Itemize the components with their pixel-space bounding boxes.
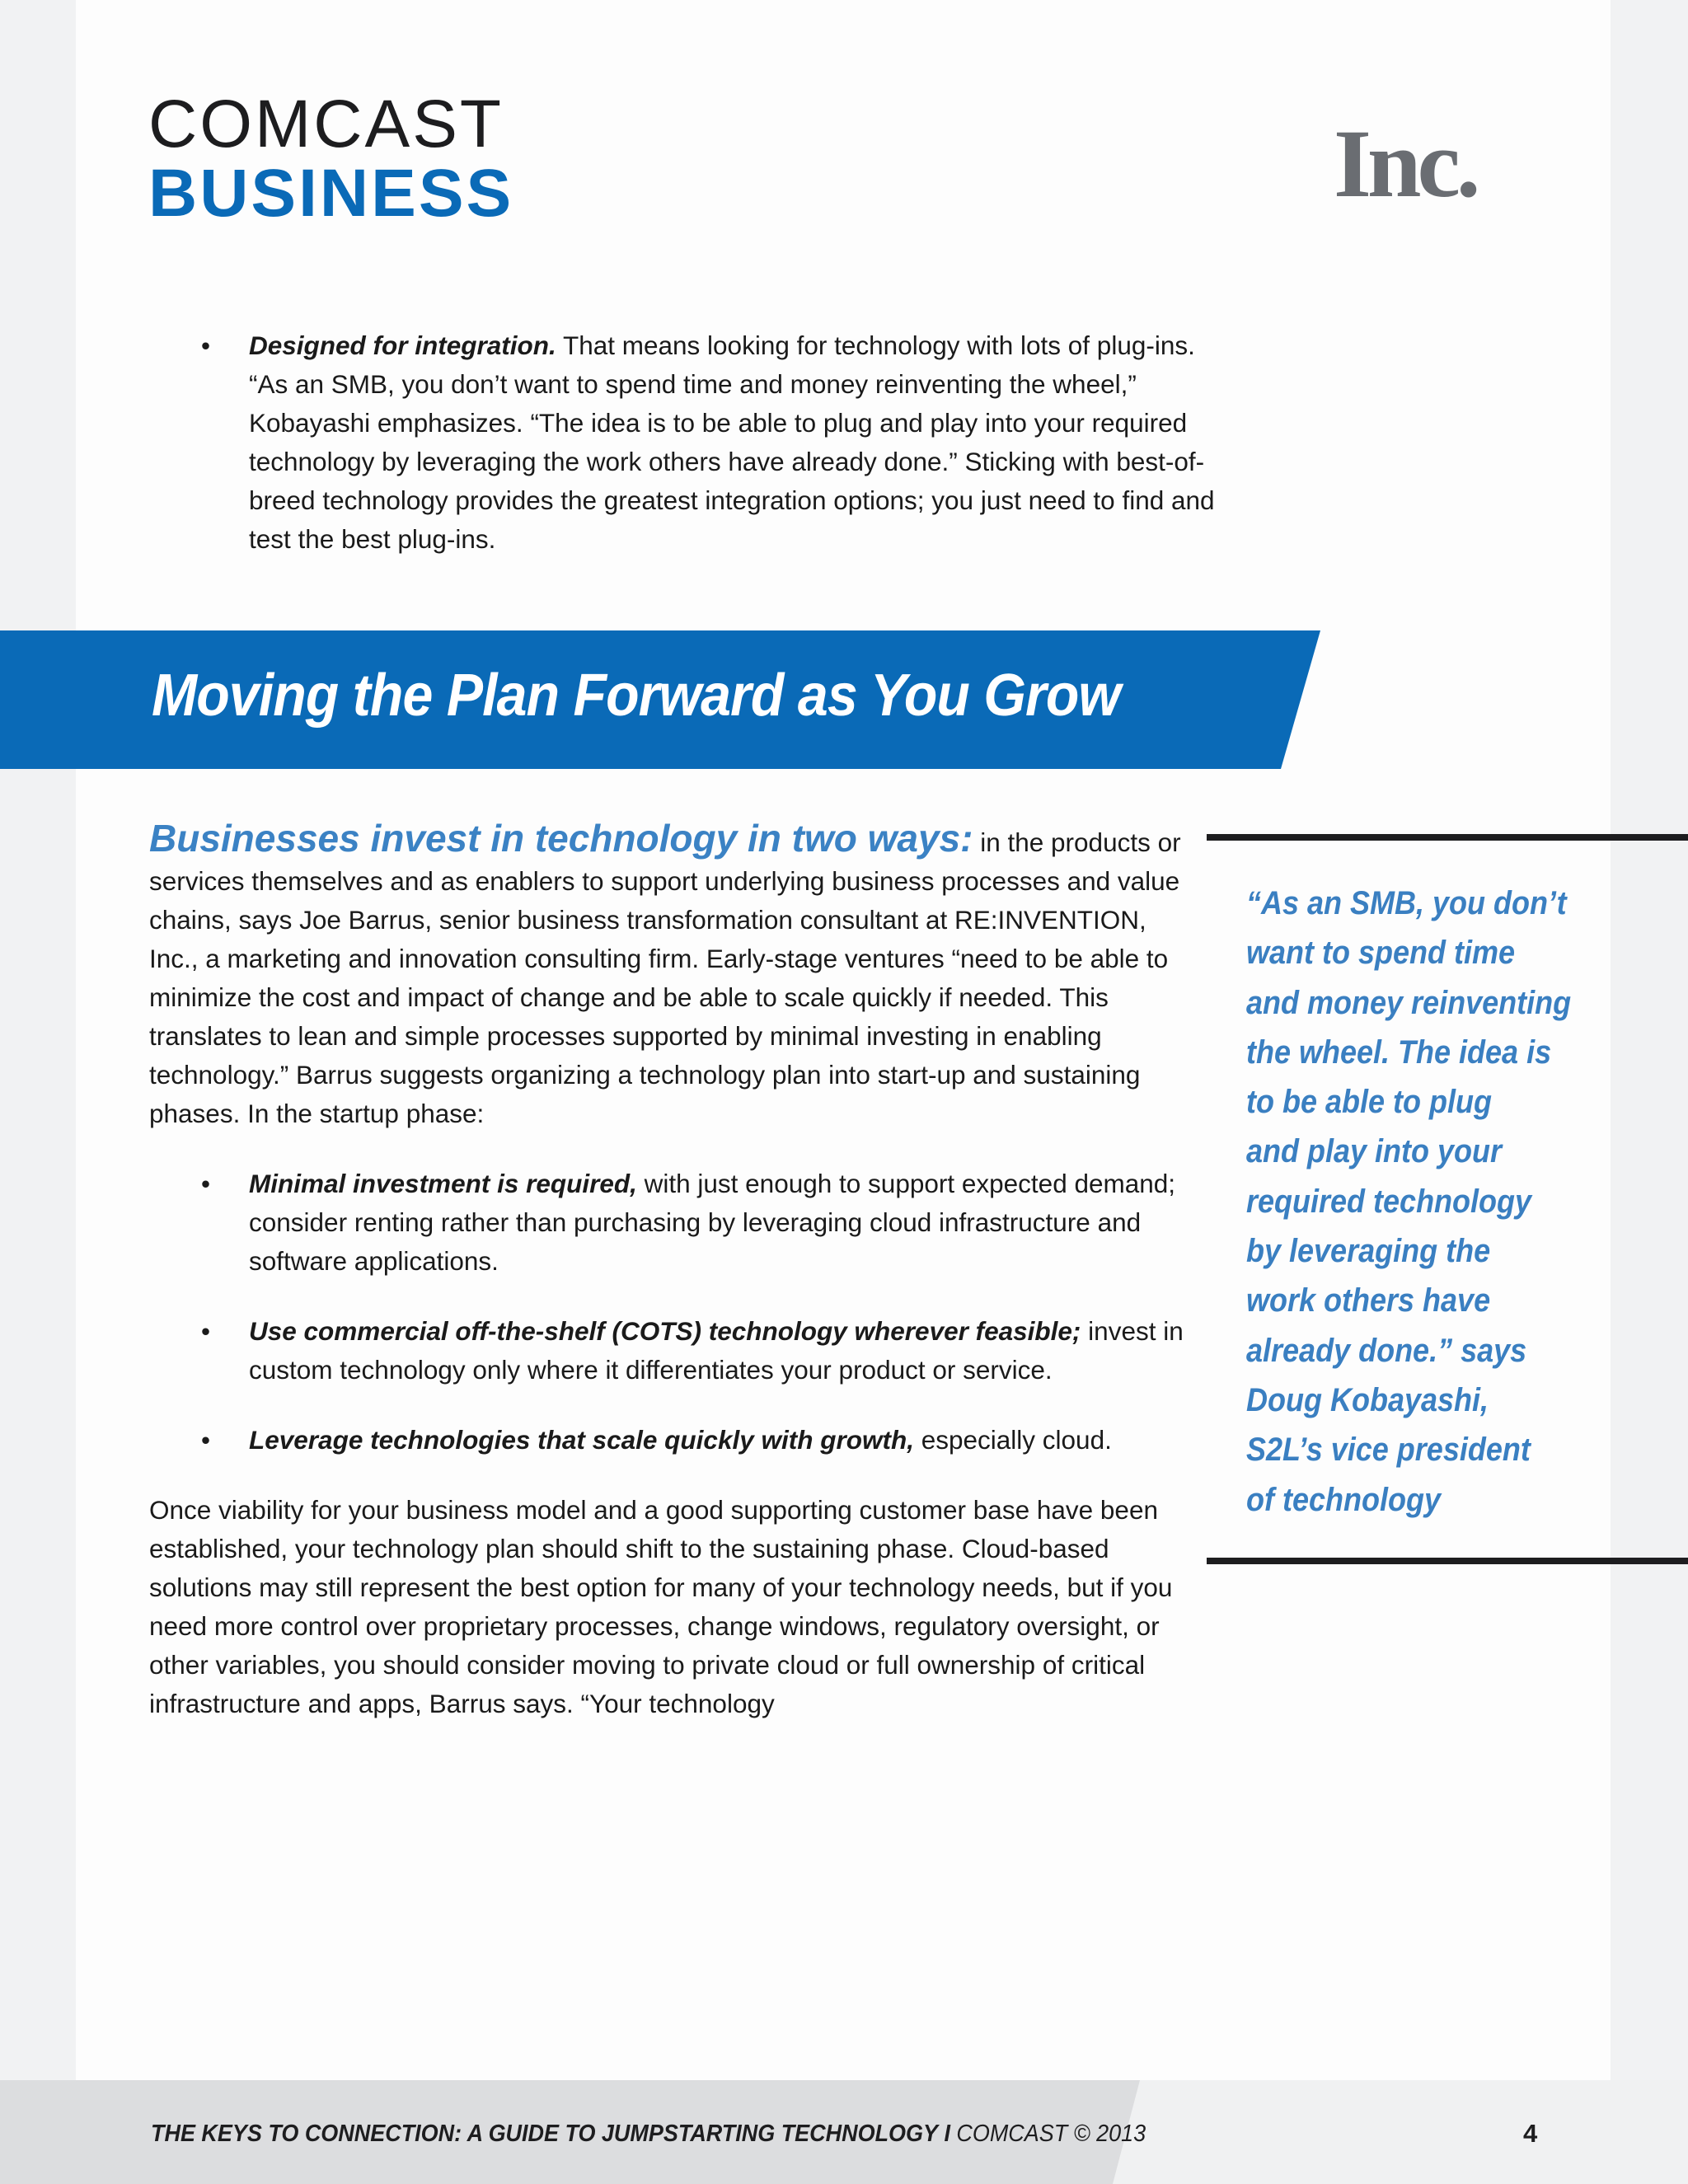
bullet-text: especially cloud. bbox=[913, 1425, 1112, 1455]
quote-line: and money reinventing bbox=[1246, 984, 1572, 1021]
logo-line-business: BUSINESS bbox=[148, 156, 514, 231]
bullet-dot: • bbox=[201, 330, 211, 360]
comcast-business-logo bbox=[148, 87, 514, 231]
page-number: 4 bbox=[1523, 2119, 1538, 2148]
bullet-lead: Minimal investment is required, bbox=[249, 1169, 637, 1198]
list-item bbox=[201, 1421, 1196, 1460]
quote-bottom-rule bbox=[1207, 1558, 1688, 1564]
intro-paragraph bbox=[149, 819, 1196, 1133]
list-item bbox=[201, 1165, 1196, 1281]
footer-separator: I bbox=[944, 2121, 950, 2147]
section-title: Moving the Plan Forward as You Grow bbox=[152, 663, 1120, 729]
quote-line: required technology bbox=[1246, 1183, 1532, 1220]
quote-top-rule bbox=[1207, 834, 1688, 841]
bullet-lead: Leverage technologies that scale quickly with growth, bbox=[249, 1425, 914, 1455]
list-item bbox=[201, 1312, 1196, 1390]
footer-title bbox=[151, 2121, 1146, 2148]
bullet-text: invest in custom technology only where it differentiates your product or service. bbox=[249, 1316, 1184, 1385]
top-bullet-list bbox=[201, 326, 1238, 559]
closing-paragraph: Once viability for your business model and a good supporting customer base have been established, your technology plan should shift to the sustaining phase. Cloud-based solutions may still represent the best option for many of your technology needs, but if you need more control over proprietary processes, change windows, regulatory oversight, or other variables, you should consider moving to private cloud or full ownership of critical infrastructure and apps, Barrus says. “Your technology bbox=[149, 1495, 1173, 1718]
bullet-lead: Use commercial off-the-shelf (COTS) technology wherever feasible; bbox=[249, 1316, 1081, 1346]
footer-guide-title: THE KEYS TO CONNECTION: A GUIDE TO JUMPSTARTING TECHNOLOGY bbox=[151, 2121, 939, 2147]
list-item bbox=[201, 326, 1238, 559]
startup-phase-list bbox=[201, 1165, 1196, 1460]
quote-line: to be able to plug bbox=[1246, 1084, 1492, 1121]
bullet-dot: • bbox=[201, 1169, 211, 1198]
quote-line: work others have bbox=[1246, 1282, 1491, 1319]
bullet-dot: • bbox=[201, 1425, 211, 1455]
quote-line: the wheel. The idea is bbox=[1246, 1033, 1552, 1071]
quote-line: of technology bbox=[1246, 1481, 1441, 1518]
quote-line: “As an SMB, you don’t bbox=[1246, 885, 1567, 921]
quote-line: and play into your bbox=[1246, 1133, 1503, 1170]
quote-line: Doug Kobayashi, bbox=[1246, 1381, 1489, 1418]
lede-heading: Businesses invest in technology in two ways: bbox=[149, 817, 973, 860]
inc-logo: Inc. bbox=[1334, 110, 1477, 218]
quote-line: want to spend time bbox=[1246, 935, 1516, 972]
main-column bbox=[149, 819, 1196, 1723]
quote-line: S2L’s vice president bbox=[1246, 1432, 1531, 1469]
bullet-lead: Designed for integration. bbox=[249, 330, 556, 360]
footer-copyright: COMCAST © 2013 bbox=[956, 2121, 1146, 2147]
logo-line-comcast: COMCAST bbox=[148, 87, 504, 162]
quote-line: by leveraging the bbox=[1246, 1233, 1491, 1270]
bullet-text: with just enough to support expected demand; consider renting rather than purchasing by leveraging cloud infrastructure and software applications. bbox=[249, 1169, 1176, 1276]
quote-line: already done.” says bbox=[1246, 1332, 1527, 1369]
bullet-text: That means looking for technology with lots of plug-ins. “As an SMB, you don’t want to spend time and money reinventing the wheel,” Kobayashi emphasizes. “The idea is to be able to plug and play into your required technology by leveraging the work others have already done.” Sticking with best-of-breed technology provides the greatest integration options; you just need to find and test the best plug-ins. bbox=[249, 330, 1215, 554]
pull-quote bbox=[1246, 879, 1632, 1525]
intro-text: in the products or services themselves and as enablers to support underlying business processes and value chains, says Joe Barrus, senior business transformation consultant at RE:INVENTION, Inc., a marketing and innovation consulting firm. Early-stage ventures “need to be able to minimize the cost and impact of change and be able to scale quickly if needed. This translates to lean and simple processes supported by minimal investing in enabling technology.” Barrus suggests organizing a technology plan into start-up and sustaining phases. In the startup phase: bbox=[149, 827, 1181, 1128]
bullet-dot: • bbox=[201, 1316, 211, 1346]
